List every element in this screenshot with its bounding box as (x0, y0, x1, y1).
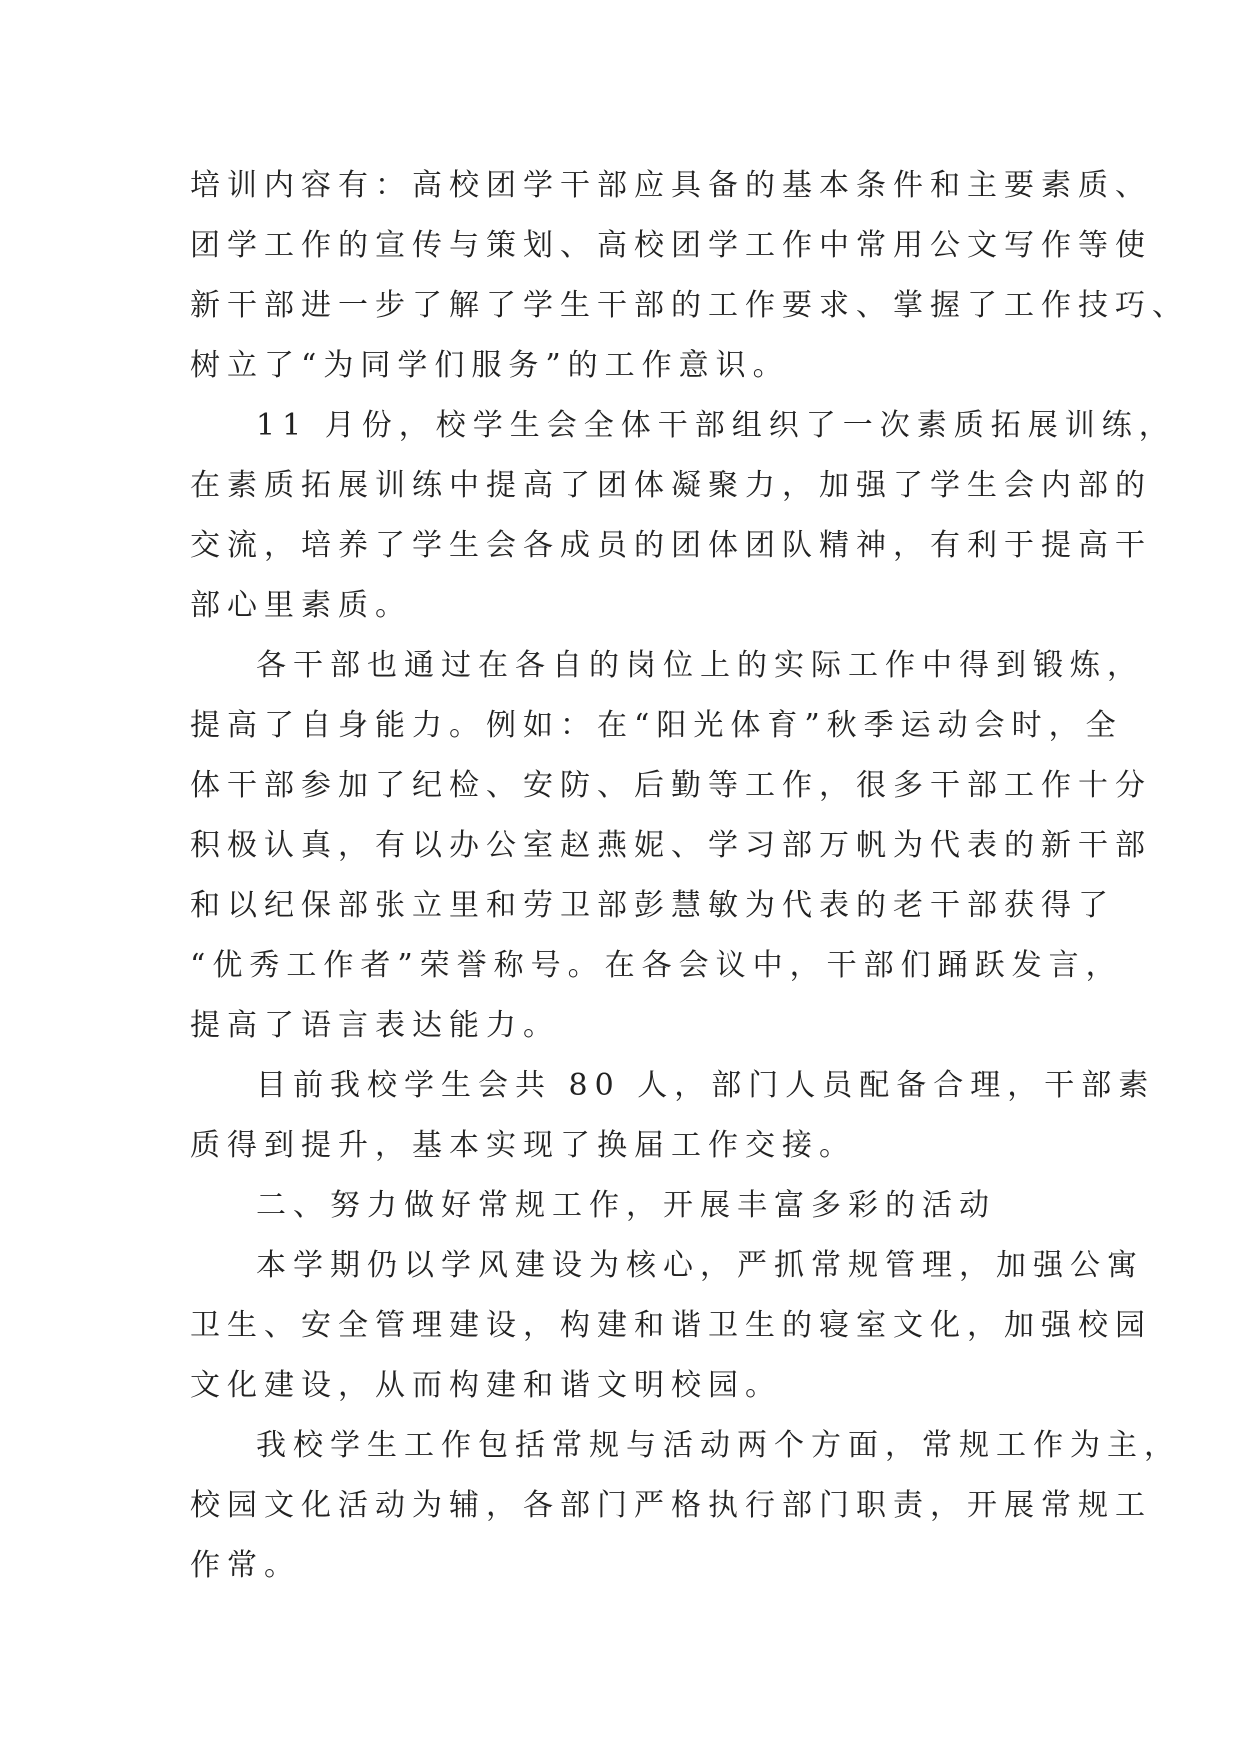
text-line: 提高了自身能力。例如：在“阳光体育”秋季运动会时，全 (190, 708, 1123, 743)
paragraph-first-line: 我校学生工作包括常规与活动两个方面，常规工作为主， (256, 1428, 1181, 1463)
text-line: 作常。 (190, 1548, 301, 1583)
paragraph-first-line: 11 月份，校学生会全体干部组织了一次素质拓展训练， (256, 408, 1176, 443)
document-body (190, 156, 1189, 1596)
text-line: 积极认真，有以办公室赵燕妮、学习部万帆为代表的新干部 (190, 828, 1152, 863)
text-line: 培训内容有：高校团学干部应具备的基本条件和主要素质、 (190, 168, 1152, 203)
section-heading: 二、努力做好常规工作，开展丰富多彩的活动 (256, 1188, 996, 1223)
text-line: 在素质拓展训练中提高了团体凝聚力，加强了学生会内部的 (190, 468, 1152, 503)
text-line: 交流，培养了学生会各成员的团体团队精神，有利于提高干 (190, 528, 1152, 563)
text-line: 卫生、安全管理建设，构建和谐卫生的寝室文化，加强校园 (190, 1308, 1152, 1343)
text-line: 树立了“为同学们服务”的工作意识。 (190, 348, 790, 383)
paragraph-first-line: 目前我校学生会共 80 人，部门人员配备合理，干部素 (256, 1068, 1156, 1103)
paragraph-first-line: 各干部也通过在各自的岗位上的实际工作中得到锻炼， (256, 648, 1144, 683)
text-line: 提高了语言表达能力。 (190, 1008, 560, 1043)
text-line: 部心里素质。 (190, 588, 412, 623)
text-line: 团学工作的宣传与策划、高校团学工作中常用公文写作等使 (190, 228, 1152, 263)
text-line: 新干部进一步了解了学生干部的工作要求、掌握了工作技巧、 (190, 288, 1189, 323)
text-line: “优秀工作者”荣誉称号。在各会议中，干部们踊跃发言， (190, 948, 1123, 983)
text-line: 校园文化活动为辅，各部门严格执行部门职责，开展常规工 (190, 1488, 1152, 1523)
text-line: 质得到提升，基本实现了换届工作交接。 (190, 1128, 856, 1163)
text-line: 体干部参加了纪检、安防、后勤等工作，很多干部工作十分 (190, 768, 1152, 803)
text-line: 文化建设，从而构建和谐文明校园。 (190, 1368, 782, 1403)
text-line: 和以纪保部张立里和劳卫部彭慧敏为代表的老干部获得了 (190, 888, 1115, 923)
paragraph-first-line: 本学期仍以学风建设为核心，严抓常规管理，加强公寓 (256, 1248, 1144, 1283)
